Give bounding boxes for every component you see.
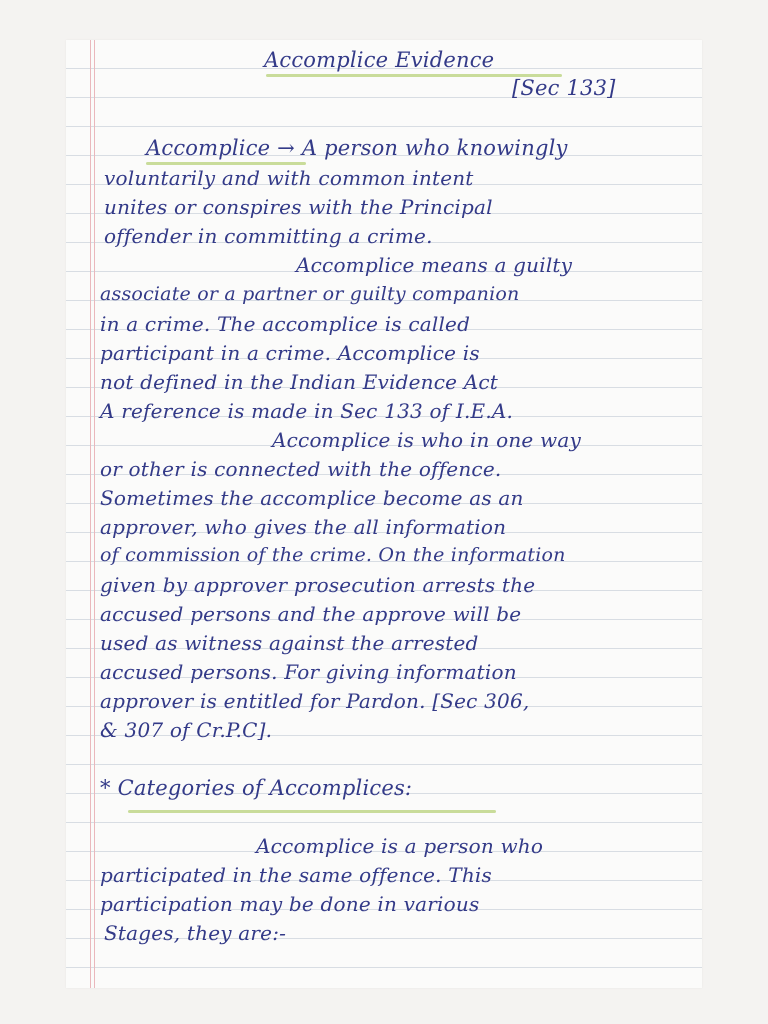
categories-heading: * Categories of Accomplices: <box>100 776 413 800</box>
definition-line: Accomplice → A person who knowingly <box>146 136 568 160</box>
heading-highlight <box>128 810 496 813</box>
page-title: Accomplice Evidence <box>264 48 495 72</box>
definition-line: Sometimes the accomplice become as an <box>100 486 524 510</box>
definition-line: approver is entitled for Pardon. [Sec 306, <box>100 689 530 713</box>
notebook-page <box>66 40 702 988</box>
definition-line: approver, who gives the all information <box>100 515 507 539</box>
category-line: participation may be done in various <box>100 892 480 916</box>
definition-line: unites or conspires with the Principal <box>104 195 493 219</box>
page-margin-line <box>90 40 91 988</box>
definition-line: associate or a partner or guilty companion <box>100 283 520 305</box>
definition-line: of commission of the crime. On the information <box>100 544 566 566</box>
definition-line: Accomplice means a guilty <box>296 253 573 277</box>
section-reference: [Sec 133] <box>512 76 616 100</box>
definition-line: Accomplice is who in one way <box>272 428 581 452</box>
category-line: Accomplice is a person who <box>256 834 544 858</box>
page-margin-line <box>94 40 95 988</box>
definition-line: offender in committing a crime. <box>104 224 433 248</box>
category-line: participated in the same offence. This <box>100 863 492 887</box>
definition-line: given by approver prosecution arrests the <box>100 573 536 597</box>
definition-line: in a crime. The accomplice is called <box>100 312 471 336</box>
definition-line: A reference is made in Sec 133 of I.E.A. <box>100 399 514 423</box>
definition-line: & 307 of Cr.P.C]. <box>100 718 273 742</box>
definition-line: accused persons and the approve will be <box>100 602 522 626</box>
definition-line: used as witness against the arrested <box>100 631 479 655</box>
definition-line: or other is connected with the offence. <box>100 457 502 481</box>
term-highlight <box>146 162 306 165</box>
definition-line: participant in a crime. Accomplice is <box>100 341 480 365</box>
category-line: Stages, they are:- <box>104 921 287 945</box>
definition-line: voluntarily and with common intent <box>104 166 474 190</box>
definition-line: accused persons. For giving information <box>100 660 517 684</box>
definition-line: not defined in the Indian Evidence Act <box>100 370 499 394</box>
